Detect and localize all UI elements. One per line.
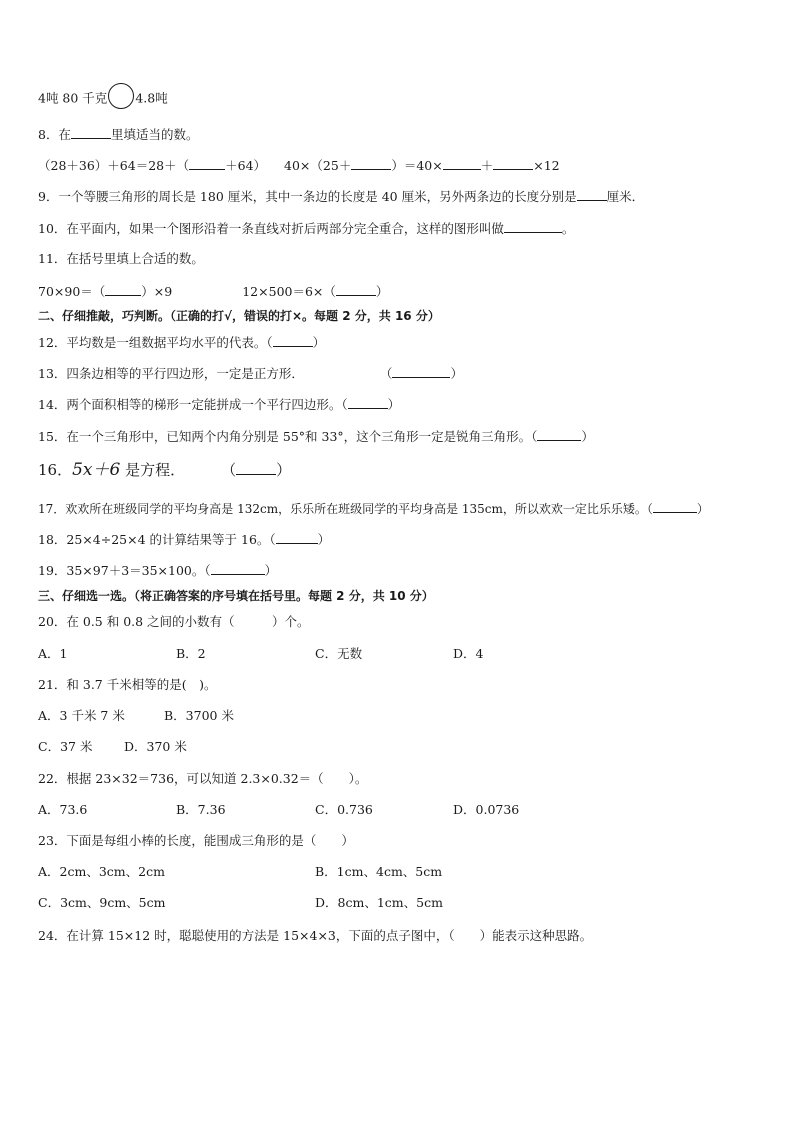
- question-23-stem: 23．下面是每组小棒的长度，能围成三角形的是（ ）: [38, 833, 354, 848]
- q11-part: 12×500＝6×（: [242, 284, 336, 299]
- question-12: [38, 334, 325, 351]
- question-19: [38, 562, 277, 579]
- q13-paren-end: ）: [450, 366, 463, 381]
- question-8-equations: [38, 157, 560, 174]
- blank[interactable]: [105, 283, 141, 296]
- question-21-stem: 21．和 3.7 千米相等的是( )。: [38, 677, 217, 692]
- q9-text: 9．一个等腰三角形的周长是 180 厘米，其中一条边的长度是 40 厘米，另外两条边的长度分别是: [38, 189, 577, 204]
- q8-stem-end: 里填适当的数。: [110, 127, 199, 142]
- q22-option-b[interactable]: B．7.36: [176, 802, 226, 817]
- q20-option-d[interactable]: D．4: [453, 646, 484, 661]
- q8-stem: 8．在: [38, 127, 71, 142]
- answer-blank[interactable]: [211, 562, 265, 575]
- q21-option-a[interactable]: A．3 千米 7 米: [38, 708, 125, 723]
- section-3-heading: 三、仔细选一选。（将正确答案的序号填在括号里。每题 2 分，共 10 分）: [38, 589, 434, 603]
- q23-option-a[interactable]: A．2cm、3cm、2cm: [38, 864, 165, 879]
- q7-right: 4.8吨: [135, 90, 168, 106]
- blank[interactable]: [336, 283, 376, 296]
- question-13: [38, 365, 463, 382]
- q19-text: 19．35×97＋3＝35×100。（: [38, 563, 211, 578]
- q14-text: 14．两个面积相等的梯形一定能拼成一个平行四边形。（: [38, 397, 348, 412]
- q13-text: 13．四条边相等的平行四边形，一定是正方形．: [38, 366, 304, 381]
- question-24-stem: 24．在计算 15×12 时，聪聪使用的方法是 15×4×3，下面的点子图中，（ ）能表示这种思路。: [38, 928, 593, 943]
- question-9: [38, 188, 644, 205]
- question-22-stem: 22．根据 23×32＝736，可以知道 2.3×0.32＝（ ）。: [38, 771, 368, 786]
- answer-blank[interactable]: [276, 531, 318, 544]
- question-7-compare: [38, 89, 168, 109]
- question-10: [38, 220, 574, 237]
- q16-paren: （: [221, 461, 237, 479]
- answer-blank[interactable]: [236, 462, 276, 475]
- q11-part: ）: [375, 284, 389, 299]
- answer-blank[interactable]: [653, 500, 697, 513]
- blank[interactable]: [443, 157, 481, 170]
- q22-option-a[interactable]: A．73.6: [38, 802, 88, 817]
- q11-stem: 11．在括号里填上合适的数。: [38, 251, 204, 266]
- blank[interactable]: [351, 157, 391, 170]
- q14-text-end: ）: [387, 397, 401, 412]
- q8-part: ）＝40×: [391, 158, 443, 173]
- q16-expression: 5x＋6: [72, 460, 121, 480]
- question-15: [38, 428, 594, 445]
- question-18: [38, 531, 330, 548]
- q21-option-d[interactable]: D．370 米: [124, 739, 187, 754]
- q9-text-end: 厘米．: [606, 189, 645, 204]
- q8-part: 40×（25＋: [284, 158, 352, 173]
- q8-part: ×12: [533, 158, 560, 173]
- q23-option-c[interactable]: C．3cm、9cm、5cm: [38, 895, 166, 910]
- q20-option-a[interactable]: A．1: [38, 646, 68, 661]
- q11-part: 70×90＝（: [38, 284, 106, 299]
- q8-part: ＋64）: [225, 158, 267, 173]
- question-14: [38, 396, 400, 413]
- q7-left: 4吨 80 千克: [38, 90, 108, 106]
- q8-part: ＋: [480, 158, 494, 173]
- answer-blank[interactable]: [392, 365, 450, 378]
- blank[interactable]: [577, 188, 607, 201]
- q13-paren: （: [379, 366, 393, 381]
- blank[interactable]: [189, 157, 225, 170]
- q22-option-d[interactable]: D．0.0736: [453, 802, 520, 817]
- question-11-stem: [38, 251, 204, 267]
- q8-part: （28＋36）＋64＝28＋（: [38, 158, 190, 173]
- q15-text-end: ）: [581, 429, 594, 444]
- answer-blank[interactable]: [273, 334, 313, 347]
- question-20-stem: 20．在 0.5 和 0.8 之间的小数有（ ）个。: [38, 614, 310, 629]
- blank[interactable]: [493, 157, 533, 170]
- q19-text-end: ）: [264, 563, 278, 578]
- answer-blank[interactable]: [348, 396, 388, 409]
- answer-blank[interactable]: [537, 428, 581, 441]
- q18-text-end: ）: [317, 532, 331, 547]
- q23-option-d[interactable]: D．8cm、1cm、5cm: [315, 895, 443, 910]
- q15-text: 15．在一个三角形中，已知两个内角分别是 55°和 33°，这个三角形一定是锐角三角形。（: [38, 429, 538, 444]
- question-11-equations: [38, 283, 388, 300]
- q20-option-b[interactable]: B．2: [176, 646, 206, 661]
- q21-option-c[interactable]: C．37 米: [38, 739, 93, 754]
- q16-text: 是方程．: [120, 461, 186, 479]
- q16-number: 16．: [38, 461, 73, 479]
- blank[interactable]: [504, 220, 562, 233]
- q22-option-c[interactable]: C．0.736: [315, 802, 373, 817]
- q17-text-end: ）: [696, 502, 709, 516]
- blank[interactable]: [71, 126, 111, 139]
- q20-option-c[interactable]: C．无数: [315, 646, 363, 661]
- question-8-stem: [38, 126, 198, 143]
- q18-text: 18．25×4÷25×4 的计算结果等于 16。（: [38, 532, 276, 547]
- q12-text: 12．平均数是一组数据平均水平的代表。（: [38, 335, 273, 350]
- q23-option-b[interactable]: B．1cm、4cm、5cm: [315, 864, 443, 879]
- q17-text: 17．欢欢所在班级同学的平均身高是 132cm，乐乐所在班级同学的平均身高是 135cm，所以欢欢一定比乐乐矮。（: [38, 502, 653, 516]
- q11-part: ）×9: [141, 284, 173, 299]
- question-16: [38, 462, 291, 478]
- q16-paren-end: ）: [276, 461, 292, 479]
- q21-option-b[interactable]: B．3700 米: [164, 708, 234, 723]
- q12-text-end: ）: [312, 335, 326, 350]
- section-2-heading: 二、仔细推敲，巧判断。（正确的打√，错误的打×。每题 2 分，共 16 分）: [38, 309, 440, 323]
- question-17: [38, 500, 709, 517]
- q10-text: 10．在平面内，如果一个图形沿着一条直线对折后两部分完全重合，这样的图形叫做: [38, 221, 504, 236]
- compare-circle[interactable]: [108, 83, 134, 109]
- q10-text-end: 。: [561, 221, 575, 236]
